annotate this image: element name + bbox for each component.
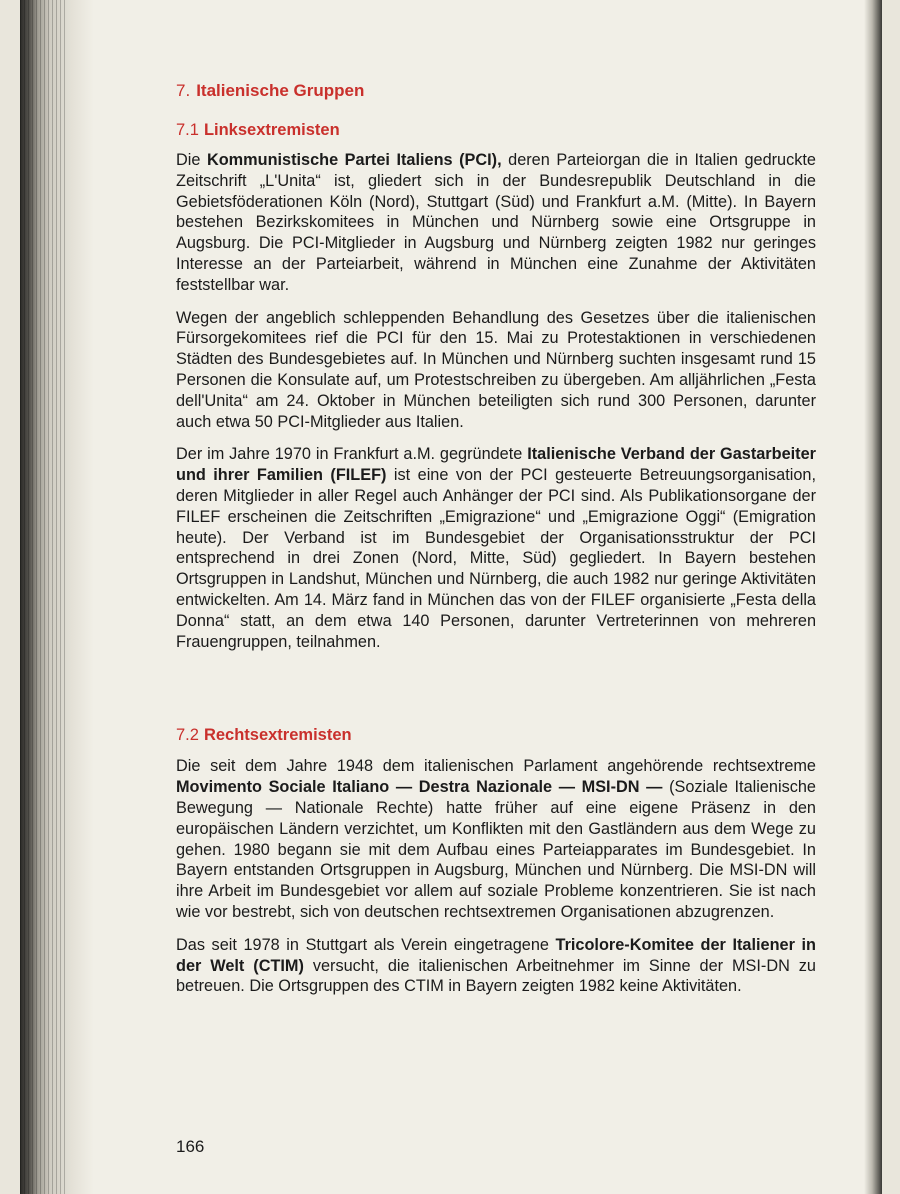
text-run: Das seit 1978 in Stuttgart als Verein eingetragene [176,935,556,954]
section-number: 7. [176,81,191,100]
paragraph-msi-dn [176,756,816,922]
text-run: versucht, die italienischen Arbeitnehmer im Sinne der MSI-DN zu betreuen. Die Ortsgruppen des CTIM in Bayern zeigten 1982 keine Aktivitäten. [176,956,816,996]
page-number: 166 [176,1137,205,1156]
paragraph-ctim [176,935,816,997]
bold-term: Kommunistische Partei Italiens (PCI), [206,151,502,169]
text-run: deren Parteiorgan die in Italien gedruckte Zeitschrift „L'Unita“ ist, gliedert sich in der Bundesrepublik Deutschland in die Gebietsföderationen Köln (Nord), Stuttgart (Süd) und Frankfurt a.M. (Mitte). In Bayern bestehen Bezirkskomitees in München und Nürnberg sowie eine Ortsgruppe in Augsburg. Die PCI-Mitglieder in Augsburg und Nürnberg zeigten 1982 nur geringes Interesse an der Parteiarbeit, während in München eine Zunahme der Aktivitäten feststellbar war. [176,151,816,294]
subsection-number: 7.1 [176,121,199,139]
text-run: ist eine von der PCI gesteuerte Betreuungsorganisation, deren Mitglieder in aller Regel auch Anhänger der PCI sind. Als Publikationsorgane der FILEF erscheinen die Zeitschriften „Emigrazione“ und „Emigrazione Oggi“ (Emigration heute). Der Verband ist im Bundesgebiet der Organisationsstruktur der PCI entsprechend in drei Zonen (Nord, Mitte, Süd) gegliedert. In Bayern bestehen Ortsgruppen in Landshut, München und Nürnberg, die auch 1982 nur geringe Aktivitäten entwickelten. Am 14. März fand in München das von der FILEF organisierte „Festa della Donna“ statt, an dem etwa 140 Personen, darunter Vertreterinnen von mehreren Frauengruppen, teilnahmen. [176,466,816,651]
subsection-heading-linksextremisten [176,119,816,141]
section-title: Italienische Gruppen [196,81,365,100]
subsection-number: 7.2 [176,726,199,745]
paragraph-pci [176,150,816,296]
subsection-title: Rechtsextremisten [203,726,352,745]
bold-term: Tricolore-Komitee der Italiener in der Welt (CTIM) [176,935,816,975]
text-run: Die seit dem Jahre 1948 dem italienischen Parlament angehörende rechtsextreme [176,757,816,776]
text-run: Der im Jahre 1970 in Frankfurt a.M. gegründete [176,445,528,464]
page-content [176,80,816,997]
text-run: Die [176,151,207,169]
paragraph-filef [176,444,816,652]
paragraph-protest: Wegen der angeblich schleppenden Behandlung des Gesetzes über die italienischen Fürsorgekomitees rief die PCI für den 15. Mai zu Protestaktionen in verschiedenen Städten des Bundesgebietes auf. In München und Nürnberg suchten insgesamt rund 15 Personen die Konsulate auf, um Protestschreiben zu übergeben. Am alljährlichen „Festa dell'Unita“ am 24. Oktober in München beteiligten sich rund 300 Personen, darunter auch etwa 50 PCI-Mitglieder aus Italien. [176,308,816,431]
book-binding [20,0,94,1194]
section-heading [176,80,816,102]
subsection-heading-rechtsextremisten [176,724,816,746]
subsection-title: Linksextremisten [203,121,340,139]
page-stack-edges [20,0,66,1194]
bold-term: Italienische Verband der Gastarbeiter und ihrer Familien (FILEF) [176,445,816,485]
bold-term: Movimento Sociale Italiano — Destra Nazionale — MSI-DN — [176,778,663,797]
page-right-edge [864,0,882,1194]
text-run: (Soziale Italienische Bewegung — Nationale Rechte) hatte früher auf eine eigene Präsenz in den europäischen Ländern verzichtet, um Konflikten mit den Gastländern aus dem Wege zu gehen. 1980 begann sie mit dem Aufbau eines Parteiapparates im Bundesgebiet. In Bayern entstanden Ortsgruppen in Augsburg, München und Nürnberg. Die MSI-DN will ihre Arbeit im Bundesgebiet vor allem auf soziale Probleme konzentrieren. Sie ist nach wie vor bestrebt, sich von deutschen rechtsextremen Organisationen abzugrenzen. [176,778,816,921]
